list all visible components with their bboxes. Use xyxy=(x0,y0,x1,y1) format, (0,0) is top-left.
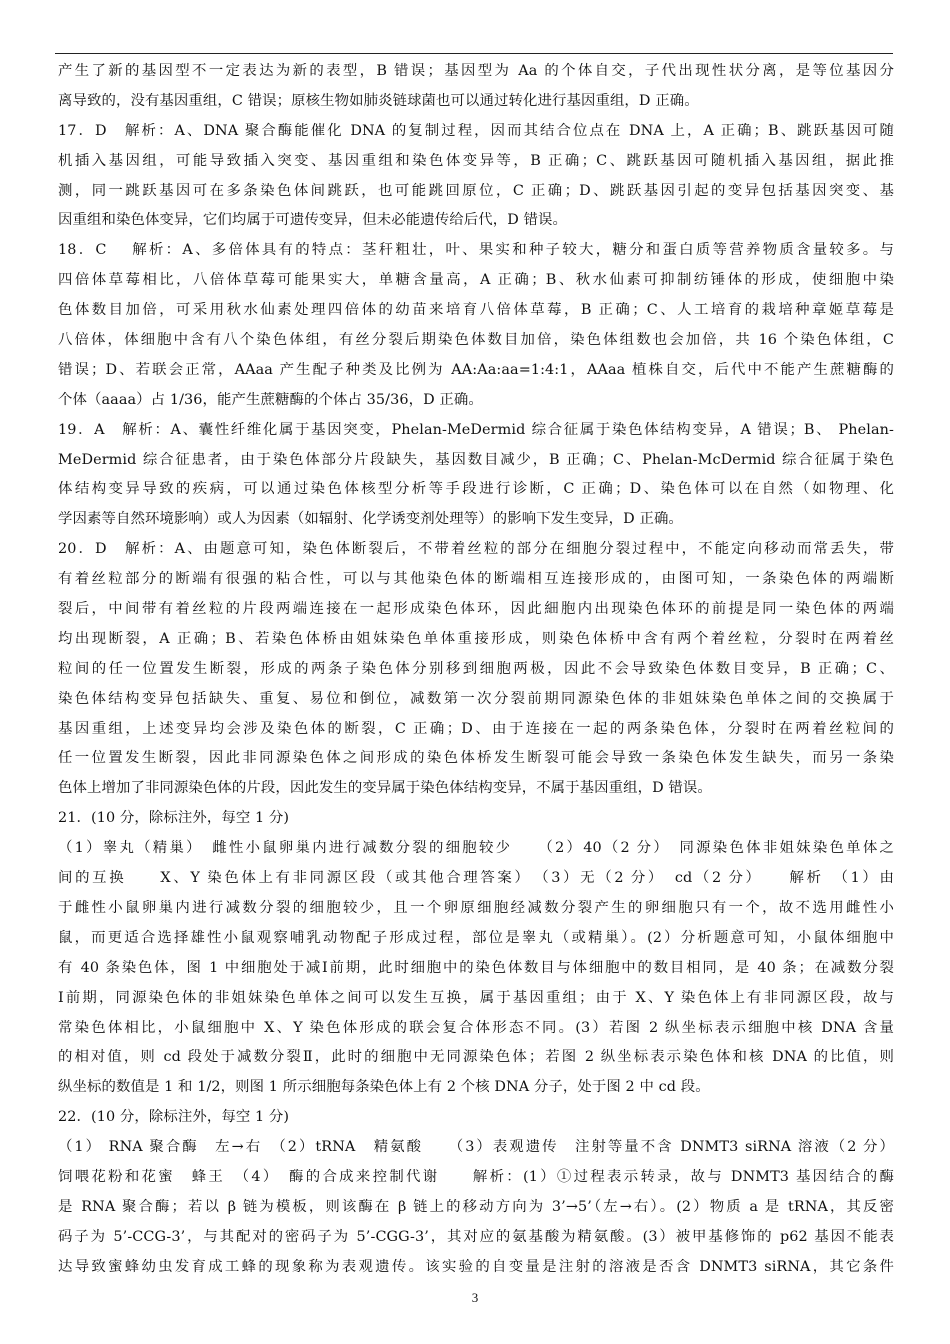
text-line: 基因重组，上述变异均会涉及染色体的断裂，C 正确；D、由于连接在一起的两条染色体，分裂时在两着丝粒间的 xyxy=(58,720,894,737)
text-line: 因重组和染色体变异，它们均属于可遗传变异，但未必能遗传给后代，D 错误。 xyxy=(58,212,567,229)
text-line: 21．(10 分，除标注外，每空 1 分) xyxy=(58,810,290,827)
text-line: 鼠，而更适合选择雄性小鼠观察哺乳动物配子形成过程，部位是睾丸（或精巢）。(2）分析题意可知，小鼠体细胞中 xyxy=(58,929,894,946)
text-line: 均出现断裂，A 正确；B、若染色体桥由姐妹染色单体重接形成，则染色体桥中含有两个着丝粒，分裂时在两着丝 xyxy=(58,630,894,647)
text-line: 20．D 解析：A、由题意可知，染色体断裂后，不带着丝粒的部分在细胞分裂过程中，不能定向移动而常丢失，带 xyxy=(58,541,894,558)
header-rule xyxy=(55,53,893,54)
text-line: 色体数目加倍，可采用秋水仙素处理四倍体的幼苗来培育八倍体草莓，B 正确；C、人工培育的栽培种章姬草莓是 xyxy=(58,302,894,319)
text-line: 于雌性小鼠卵巢内进行减数分裂的细胞较少，且一个卵原细胞经减数分裂产生的卵细胞只有一个，故不选用雌性小 xyxy=(58,899,894,916)
text-line: 有 40 条染色体，图 1 中细胞处于减Ⅰ前期，此时细胞中的染色体数目与体细胞中的数目相同，是 40 条；在减数分裂 xyxy=(58,959,894,976)
text-line: 常染色体相比，小鼠细胞中 X、Y 染色体形成的联会复合体形态不同。(3）若图 2 纵坐标表示细胞中核 DNA 含量 xyxy=(58,1019,894,1036)
text-line: （1）睾丸（精巢） 雌性小鼠卵巢内进行减数分裂的细胞较少 （2）40（2 分） 同源染色体非姐妹染色单体之 xyxy=(58,840,894,857)
text-line: 离导致的，没有基因重组，C 错误；原核生物如肺炎链球菌也可以通过转化进行基因重组，D 正确。 xyxy=(58,92,699,109)
text-line: 19．A 解析：A、囊性纤维化属于基因突变，Phelan-MeDermid 综合征属于染色体结构变异，A 错误；B、 Phelan- xyxy=(58,421,894,438)
text-line: 学因素等自然环境影响）或人为因素（如辐射、化学诱变剂处理等）的影响下发生变异，D 正确。 xyxy=(58,511,683,528)
text-line: （1） RNA 聚合酶 左→右 （2）tRNA 精氨酸 （3）表观遗传 注射等量不含 DNMT3 siRNA 溶液（2 分） xyxy=(58,1139,894,1156)
text-line: 四倍体草莓相比，八倍体草莓可能果实大，单糖含量高，A 正确；B、秋水仙素可抑制纺锤体的形成，使细胞中染 xyxy=(58,272,894,289)
text-line: 间的互换 X、Y 染色体上有非同源区段（或其他合理答案） （3）无（2 分） cd（2 分） 解析 （1）由 xyxy=(58,870,894,887)
text-line: 裂后，中间带有着丝粒的片段两端连接在一起形成染色体环，因此細胞内出现染色体环的前提是同一染色体的两端 xyxy=(58,601,894,618)
text-line: 有着丝粒部分的断端有很强的粘合性，可以与其他染色体的断端相互连接形成的，由图可知，一条染色体的两端断 xyxy=(58,571,894,588)
document-body xyxy=(58,57,894,1283)
text-line: 测，同一跳跃基因可在多条染色体间跳跃，也可能跳回原位，C 正确；D、跳跃基因引起的变异包括基因突变、基 xyxy=(58,182,894,199)
text-line: MeDermid 综合征患者，由于染色体部分片段缺失，基因数目减少，B 正确；C、Phelan-McDermid 综合征属于染色 xyxy=(58,451,894,468)
text-line: 饲喂花粉和花蜜 蜂王 （4） 酶的合成来控制代谢 解析：(1）①过程表示转录，故与 DNMT3 基因结合的酶 xyxy=(58,1168,894,1185)
text-line: Ⅰ前期，同源染色体的非姐妹染色单体之间可以发生互换，属于基因重组；由于 X、Y 染色体上有非同源区段，故与 xyxy=(58,989,894,1006)
text-line: 色体上增加了非同源染色体的片段，因此发生的变异属于染色体结构变异，不属于基因重组，D 错误。 xyxy=(58,780,712,797)
text-line: 是 RNA 聚合酶；若以 β 链为模板，则该酶在 β 链上的移动方向为 3’→5’（左→右）。(2）物质 a 是 tRNA，其反密 xyxy=(58,1198,894,1215)
text-line: 个体（aaaa）占 1/36，能产生蔗糖酶的个体占 35/36，D 正确。 xyxy=(58,391,483,408)
text-line: 纵坐标的数值是 1 和 1/2，则图 1 所示细胞每条染色体上有 2 个核 DNA 分子，处于图 2 中 cd 段。 xyxy=(58,1079,710,1096)
text-line: 22．(10 分，除标注外，每空 1 分) xyxy=(58,1109,290,1126)
text-line: 达导致蜜蜂幼虫发育成工蜂的现象称为表观遗传。该实验的自变量是注射的溶液是否含 DNMT3 siRNA，其它条件 xyxy=(58,1258,894,1275)
text-line: 粒间的任一位置发生断裂，形成的两条子染色体分别移到细胞两极，因此不会导致染色体数目变异，B 正确；C、 xyxy=(58,660,894,677)
text-line: 产生了新的基因型不一定表达为新的表型，B 错误；基因型为 Aa 的个体自交，子代出现性状分离，是等位基因分 xyxy=(58,63,894,79)
text-line: 的相对值，则 cd 段处于减数分裂Ⅱ，此时的细胞中无同源染色体；若图 2 纵坐标表示染色体和核 DNA 的比值，则 xyxy=(58,1049,894,1066)
text-line: 17．D 解析：A、DNA 聚合酶能催化 DNA 的复制过程，因而其结合位点在 DNA 上，A 正确；B、跳跃基因可随 xyxy=(58,122,894,139)
text-line: 任一位置发生断裂，因此非同源染色体之间形成的染色体桥发生断裂可能会导致一条染色体发生缺失，而另一条染 xyxy=(58,750,894,767)
text-line: 体结构变异导致的疾病，可以通过染色体核型分析等手段进行诊断，C 正确；D、染色体可以在自然（如物理、化 xyxy=(58,481,894,498)
text-line: 八倍体，体细胞中含有八个染色体组，有丝分裂后期染色体数目加倍，染色体组数也会加倍，共 16 个染色体组，C xyxy=(58,332,894,349)
text-line: 染色体结构变异包括缺失、重复、易位和倒位，减数第一次分裂前期同源染色体的非姐妹染色单体之间的交换属于 xyxy=(58,690,894,707)
text-line: 机插入基因组，可能导致插入突变、基因重组和染色体变异等，B 正确；C、跳跃基因可随机插入基因组，据此推 xyxy=(58,152,894,169)
page-number: 3 xyxy=(471,1290,479,1305)
text-line: 码子为 5’-CCG-3’，与其配对的密码子为 5’-CGG-3’，其对应的氨基酸为精氨酸。(3）被甲基修饰的 p62 基因不能表 xyxy=(58,1228,894,1245)
text-line: 18．C 解析：A、多倍体具有的特点：茎秆粗壮，叶、果实和种子较大，糖分和蛋白质等营养物质含量较多。与 xyxy=(58,242,894,259)
text-line: 错误；D、若联会正常，AAaa 产生配子种类及比例为 AA:Aa:aa=1:4:1，AAaa 植株自交，后代中不能产生蔗糖酶的 xyxy=(58,361,894,378)
